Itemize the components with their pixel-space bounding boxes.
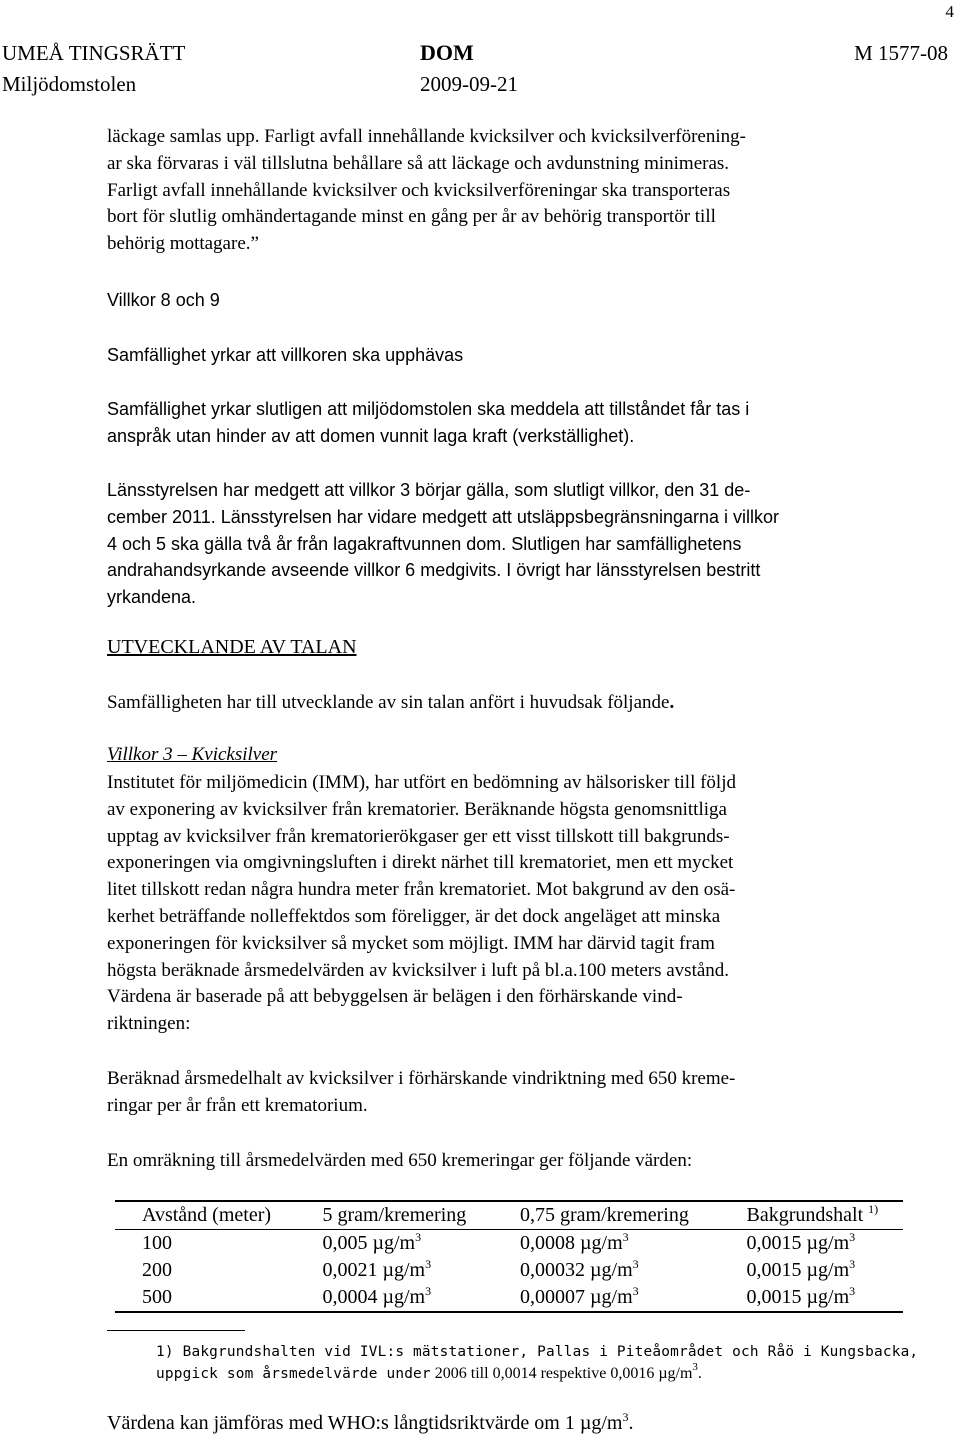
text-line: exponeringen via omgivningsluften i direkt närhet till krematoriet, men ett mycket xyxy=(107,852,734,874)
table-cell: 0,0015 $\mu g/m^3$ xyxy=(720,1230,904,1258)
table-cell: 0,0004 $\mu g/m^3$ xyxy=(295,1284,493,1312)
villkor3-paragraph xyxy=(107,770,736,1038)
text-line: behörig mottagare.” xyxy=(107,233,259,255)
table-cell: 0,00032 $\mu g/m^3$ xyxy=(520,1257,639,1281)
table-cell: 0,00007 $\mu g/m^3$ xyxy=(493,1284,719,1312)
page-number: 4 xyxy=(945,2,954,21)
text-line: högsta beräknade årsmedelvärden av kvicksilver i luft på bl.a.100 meters avstånd. xyxy=(107,959,730,981)
table-row xyxy=(115,1257,903,1284)
text-line: Institutet för miljömedicin (IMM), har utfört en bedömning av hälsorisker till följd xyxy=(107,772,736,793)
section-heading-utvecklande: UTVECKLANDE AV TALAN xyxy=(107,636,357,658)
column-header-background: Bakgrundshalt $^{1)}$ xyxy=(720,1201,904,1230)
text-line: yrkandena. xyxy=(107,587,197,608)
closing-sentence: Värdena kan jämföras med WHO:s långtidsriktvärde om 1 $\mu g/m^3$. xyxy=(107,1410,634,1434)
table-cell: 0,0008 $\mu g/m^3$ xyxy=(493,1230,719,1258)
table-row xyxy=(115,1230,903,1258)
text-line: riktningen: xyxy=(107,1013,191,1035)
text-line: av exponering av kvicksilver från krematorier. Beräknande högsta genomsnittliga xyxy=(107,798,727,820)
villkor89-paragraph-1: Samfällighet yrkar att villkoren ska upphävas xyxy=(107,345,464,365)
text-line: Farligt avfall innehållande kvicksilver och kvicksilverföreningar ska transporteras xyxy=(107,179,731,201)
document-date: 2009-09-21 xyxy=(420,72,518,96)
table-cell: 100 xyxy=(115,1230,295,1258)
case-number: M 1577-08 xyxy=(854,41,948,65)
text-line: 4 och 5 ska gälla två år från lagakraftvunnen dom. Slutligen har samfällighetens xyxy=(107,533,742,554)
column-header: Avstånd (meter) xyxy=(115,1201,295,1230)
text-line: exponeringen för kvicksilver så mycket som möjligt. IMM har därvid tagit fram xyxy=(107,932,715,954)
intro-paragraph xyxy=(107,124,746,258)
text-line: bort för slutlig omhändertagande minst en gång per år av behörig transportör till xyxy=(107,206,716,228)
text-line: anspråk utan hinder av att domen vunnit laga kraft (verkställighet). xyxy=(107,425,635,446)
table-cell: 0,0015 $\mu g/m^3$ xyxy=(720,1284,904,1312)
footnote-line: uppgick som årsmedelvärde under 2006 till 0,0014 respektive 0,0016 µg/m$^3$. xyxy=(156,1361,702,1382)
text-line: litet tillskott redan några hundra meter från krematoriet. Mot bakgrund av den osä- xyxy=(107,879,736,901)
text-line: upptag av kvicksilver från krematorierökgaser ger ett visst tillskott till bakgrunds- xyxy=(107,825,730,847)
villkor89-paragraph-3 xyxy=(107,477,779,611)
mercury-values-table xyxy=(115,1200,903,1313)
text-line: andrahandsyrkande avseende villkor 6 medgivits. I övrigt har länsstyrelsen bestritt xyxy=(107,560,761,581)
department: Miljödomstolen xyxy=(2,72,137,96)
table-cell: 0,0015 $\mu g/m^3$ xyxy=(746,1257,856,1281)
text-line: Samfällighet yrkar slutligen att miljödomstolen ska meddela att tillståndet får tas i xyxy=(107,399,750,419)
footnote-separator xyxy=(107,1330,245,1331)
text-line: kerhet beträffande nolleffektdos som föreligger, är det dock angeläget att minska xyxy=(107,905,721,927)
section-heading-villkor-8-9: Villkor 8 och 9 xyxy=(107,290,220,310)
text-line: Länsstyrelsen har medgett att villkor 3 börjar gälla, som slutligt villkor, den 31 de- xyxy=(107,480,751,500)
text-line: Beräknad årsmedelhalt av kvicksilver i förhärskande vindriktning med 650 kreme- xyxy=(107,1068,736,1089)
conversion-paragraph: En omräkning till årsmedelvärden med 650 kremeringar ger följande värden: xyxy=(107,1150,693,1171)
table-row xyxy=(115,1284,903,1312)
footnote-marker: 1) xyxy=(868,1202,879,1216)
column-header: 0,75 gram/kremering xyxy=(493,1201,719,1230)
table-cell: 200 xyxy=(142,1259,172,1281)
table-cell: 0,005 $\mu g/m^3$ xyxy=(295,1230,493,1258)
text-line: ar ska förvaras i väl tillslutna behållare så att läckage och avdunstning minimeras. xyxy=(107,152,730,174)
villkor89-paragraph-2 xyxy=(107,396,749,450)
court-name: UMEÅ TINGSRÄTT xyxy=(2,41,186,65)
text-line: Värdena är baserade på att bebyggelsen är belägen i den förhärskande vind- xyxy=(107,986,683,1008)
document-type: DOM xyxy=(420,40,474,65)
text-line: cember 2011. Länsstyrelsen har vidare medgett att utsläppsbegränsningarna i villkor xyxy=(107,506,780,527)
footnote xyxy=(156,1341,918,1385)
table-header-row xyxy=(115,1201,903,1230)
table-cell: 500 xyxy=(115,1284,295,1312)
text-line: ringar per år från ett krematorium. xyxy=(107,1094,368,1116)
text-line: läckage samlas upp. Farligt avfall innehållande kvicksilver och kvicksilverförening- xyxy=(107,126,746,147)
section-heading-villkor-3: Villkor 3 – Kvicksilver xyxy=(107,744,278,765)
column-header: 5 gram/kremering xyxy=(295,1201,493,1230)
calculation-paragraph xyxy=(107,1066,735,1120)
utvecklande-intro: Samfälligheten har till utvecklande av sin talan anfört i huvudsak följande. xyxy=(107,692,675,713)
footnote-line: 1) Bakgrundshalten vid IVL:s mätstationer, Pallas i Piteåområdet och Råö i Kungsbacka, xyxy=(156,1344,919,1360)
table-cell: 0,0021 $\mu g/m^3$ xyxy=(322,1257,432,1281)
